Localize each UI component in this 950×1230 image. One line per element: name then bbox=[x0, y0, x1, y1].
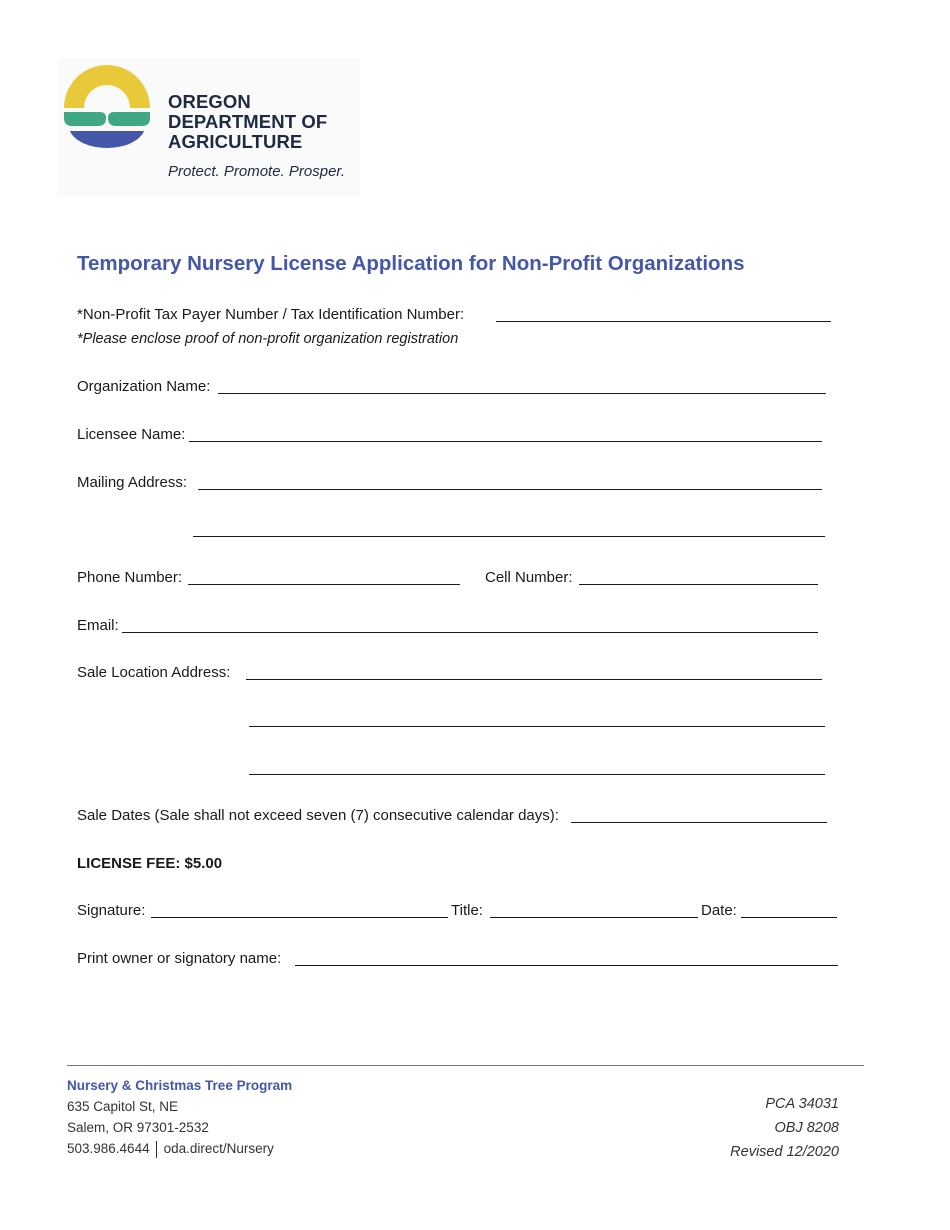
logo-wordmark bbox=[168, 92, 327, 152]
footer-website-link[interactable]: oda.direct/Nursery bbox=[163, 1141, 274, 1157]
footer-address-line-1: 635 Capitol St, NE bbox=[67, 1099, 179, 1114]
title-input-line[interactable] bbox=[490, 917, 698, 918]
signature-label: Signature: bbox=[77, 902, 146, 919]
logo-line-oregon: OREGON bbox=[168, 91, 251, 112]
licensee-name-field bbox=[77, 426, 837, 446]
email-label: Email: bbox=[77, 617, 119, 634]
print-name-input-line[interactable] bbox=[295, 965, 838, 966]
logo-tagline: Protect. Promote. Prosper. bbox=[168, 163, 346, 180]
tax-id-label: *Non-Profit Tax Payer Number / Tax Identification Number: bbox=[77, 306, 465, 323]
sale-dates-label: Sale Dates (Sale shall not exceed seven (7) consecutive calendar days): bbox=[77, 807, 559, 824]
sale-dates-input-line[interactable] bbox=[571, 822, 827, 823]
footer-revised-date: Revised 12/2020 bbox=[730, 1144, 839, 1160]
cell-number-input-line[interactable] bbox=[579, 584, 818, 585]
sale-location-input-line-3[interactable] bbox=[249, 774, 825, 775]
licensee-name-input-line[interactable] bbox=[189, 441, 822, 442]
email-field bbox=[77, 617, 837, 637]
oda-emblem-icon bbox=[62, 64, 154, 154]
oda-logo bbox=[58, 58, 360, 196]
tax-id-field bbox=[77, 306, 837, 326]
footer-program-name: Nursery & Christmas Tree Program bbox=[67, 1078, 293, 1093]
tax-id-note: *Please enclose proof of non-profit organization registration bbox=[77, 331, 459, 347]
date-input-line[interactable] bbox=[741, 917, 837, 918]
form-title: Temporary Nursery License Application for Non-Profit Organizations bbox=[77, 252, 745, 275]
footer-divider bbox=[67, 1065, 864, 1066]
mailing-address-input-line-1[interactable] bbox=[198, 489, 822, 490]
licensee-name-label: Licensee Name: bbox=[77, 426, 186, 443]
phone-number-input-line[interactable] bbox=[188, 584, 460, 585]
date-label: Date: bbox=[701, 902, 737, 919]
footer-pca-code: PCA 34031 bbox=[765, 1096, 839, 1112]
sale-dates-field bbox=[77, 807, 837, 827]
print-name-field bbox=[77, 950, 847, 970]
footer-separator bbox=[156, 1141, 157, 1158]
sale-location-label: Sale Location Address: bbox=[77, 664, 231, 681]
footer-address-line-2: Salem, OR 97301-2532 bbox=[67, 1120, 209, 1135]
logo-line-agriculture: AGRICULTURE bbox=[168, 131, 303, 152]
signature-input-line[interactable] bbox=[151, 917, 448, 918]
organization-name-input-line[interactable] bbox=[218, 393, 826, 394]
print-name-label: Print owner or signatory name: bbox=[77, 950, 282, 967]
tax-id-input-line[interactable] bbox=[496, 321, 831, 322]
footer-contact-line bbox=[67, 1141, 274, 1158]
footer-phone: 503.986.4644 bbox=[67, 1141, 150, 1157]
cell-number-label: Cell Number: bbox=[485, 569, 573, 586]
sale-location-input-line-2[interactable] bbox=[249, 726, 825, 727]
organization-name-field bbox=[77, 378, 837, 398]
sale-location-input-line-1[interactable] bbox=[246, 679, 822, 680]
title-label: Title: bbox=[451, 902, 483, 919]
phone-row bbox=[77, 569, 837, 589]
mailing-address-label: Mailing Address: bbox=[77, 474, 188, 491]
mailing-address-input-line-2[interactable] bbox=[193, 536, 825, 537]
license-fee: LICENSE FEE: $5.00 bbox=[77, 855, 223, 872]
email-input-line[interactable] bbox=[122, 632, 818, 633]
phone-number-label: Phone Number: bbox=[77, 569, 183, 586]
sale-location-field bbox=[77, 664, 837, 684]
footer-obj-code: OBJ 8208 bbox=[774, 1120, 839, 1136]
logo-line-department: DEPARTMENT OF bbox=[168, 111, 328, 132]
mailing-address-field bbox=[77, 474, 837, 494]
organization-name-label: Organization Name: bbox=[77, 378, 211, 395]
signature-row bbox=[77, 902, 847, 922]
